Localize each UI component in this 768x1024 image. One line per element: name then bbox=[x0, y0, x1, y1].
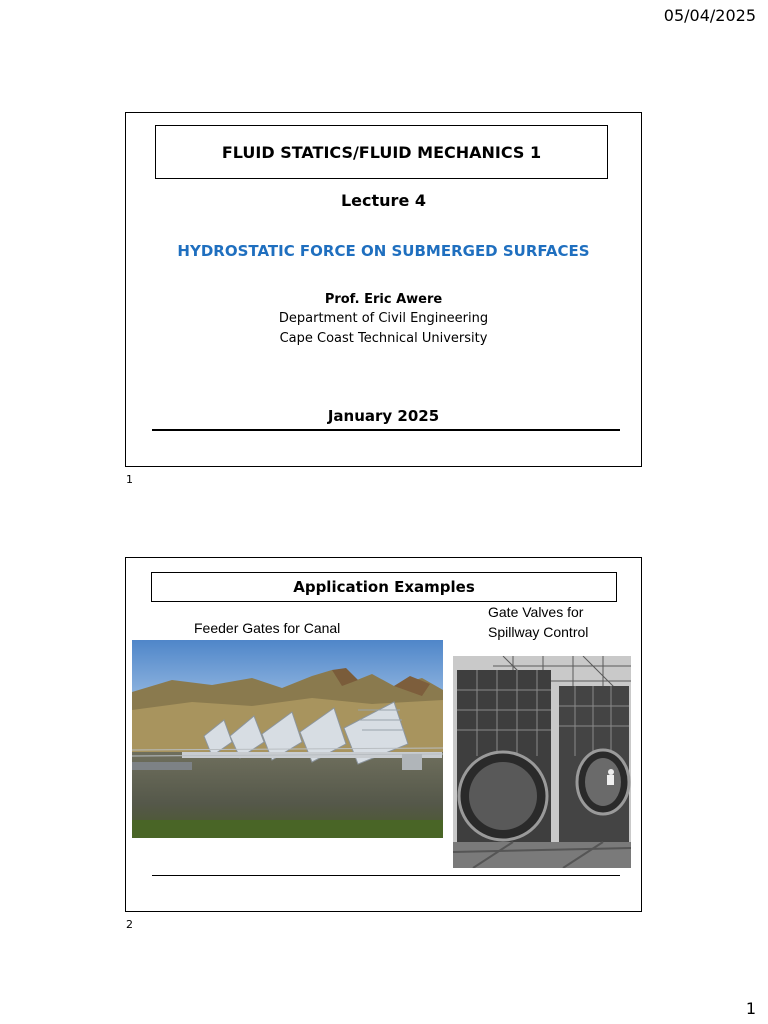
slide-number-1: 1 bbox=[126, 473, 133, 486]
author-name: Prof. Eric Awere bbox=[324, 292, 443, 307]
university: Cape Coast Technical University bbox=[279, 331, 488, 346]
course-title-box bbox=[155, 125, 608, 179]
slide-title: Application Examples bbox=[293, 578, 475, 596]
lecture-number: Lecture 4 bbox=[340, 191, 426, 210]
feeder-gates-photo bbox=[132, 640, 443, 838]
caption-gate-valves: Gate Valves for Spillway Control bbox=[488, 604, 589, 640]
course-title: FLUID STATICS/FLUID MECHANICS 1 bbox=[221, 142, 542, 162]
department: Department of Civil Engineering bbox=[278, 311, 489, 326]
bottom-rule bbox=[152, 429, 620, 431]
lecture-topic: HYDROSTATIC FORCE ON SUBMERGED SURFACES bbox=[177, 242, 590, 260]
slide-date: January 2025 bbox=[327, 407, 440, 425]
slide-2 bbox=[125, 557, 642, 912]
page-number: 1 bbox=[745, 999, 756, 1018]
slide-number-2: 2 bbox=[126, 918, 133, 931]
slide-title-box bbox=[151, 572, 617, 602]
print-date: 05/04/2025 bbox=[663, 6, 756, 25]
gate-valves-photo bbox=[453, 656, 631, 868]
slide-1 bbox=[125, 112, 642, 467]
bottom-rule bbox=[152, 875, 620, 876]
caption-feeder-gates: Feeder Gates for Canal bbox=[194, 620, 341, 636]
